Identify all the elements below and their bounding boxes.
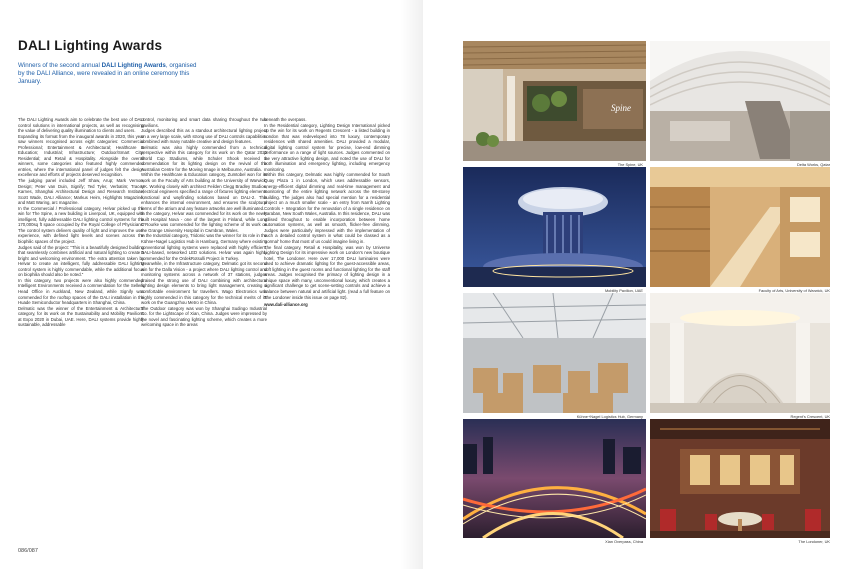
website-link[interactable]: www.dali-alliance.org — [264, 302, 308, 308]
paragraph: Expanding its format from the inaugural awards in 2020, this year saw winners recognised across eight categories: Commercial Professional; Entertainment & Architectural; Healthcare & Education; Industrial; Infrastructure; Outdoor/Smart City; Residential; and Retail & Hospitality. Alongside the overall winners, some categories also featured highly commended entries, where the international panel of judges felt the design excellence and efforts of projects deserved recognition. — [18, 133, 144, 178]
body-column-1 — [18, 117, 144, 328]
paragraph: In the Residential category, Lighting Design International picked up the win for its work on Regents Crescent - a listed building in London that was redeveloped into 78 luxury, contemporary residences with shared amenities. DALI provided a modular, digital lighting control system for precise, low-end dimming performance on a range of light sources. Judges commented on the very attractive lighting design, and noted the use of DALI for both illumination and emergency lighting, including emergency monitoring. — [264, 122, 390, 172]
svg-text:Spine: Spine — [611, 103, 631, 113]
photo-xian-overpass — [463, 419, 646, 538]
photo-delta-works — [650, 41, 830, 161]
photo-caption: Delta Works, Qatar — [796, 162, 830, 167]
photo-logistics-hub — [463, 293, 646, 413]
photo-regents-crescent — [650, 293, 830, 413]
photo-caption: Mobility Pavilion, UAE — [604, 288, 643, 293]
paragraph: Delmatic was the winner of the Entertainment & Architectural category, for its work on the Sustainability and Mobility Pavilions at Expo 2020 in Dubai, UAE. Here, DALI systems provide highly sustainable, addressable — [18, 305, 144, 328]
paragraph: In this category, two projects were also highly commended: Intelligent Environments received a commendation for the Sellers Head Office in Auckland, New Zealand, while Signify was commended for the rooftop spaces of the DALI installation in the Huade Semiconductor headquarters in Shanghai, China. — [18, 277, 144, 306]
paragraph: Within the Healthcare & Education category, Zumtobel won for its work on the Faculty of Arts building at the University of Warwick, UK. Working closely with architect Feilden Clegg Bradley Studios, electrical engineers specified a range of fixtures lighting elements functional and wayfinding solutions based on DALI-2. This enhances the internal environment, and ensures the sculptural forms of the atrium and any feature artworks are well illuminated. — [141, 172, 267, 211]
intro-text-start: Winners of the second annual — [18, 62, 102, 69]
photo-caption: Faculty of Arts, University of Warwick, UK — [758, 288, 830, 293]
paragraph: beneath the overpass. — [264, 117, 307, 122]
body-column-3 — [264, 117, 390, 308]
article-intro — [18, 62, 200, 87]
paragraph: In the Industrial category, Tridonic was the winner for its role in the Kühne+Nagel Logistics Hub in Hamburg, Germany where existing conventional lighting systems were replaced with highly efficient, DALI-based, networked LED solutions. Helvar was again highly commended for the OrdekRotsulli Project in Turkey. — [141, 233, 267, 261]
paragraph: control, monitoring and smart data sharing throughout the two pavilions. — [141, 117, 267, 128]
photo-mobility-pavilion — [463, 167, 646, 287]
paragraph: The DALI Lighting Awards aim to celebrate the best use of DALI control solutions in international projects, as well as recognising the value of delivering quality illumination to clients and users. — [18, 117, 144, 134]
intro-text-end: , organised by the DALI Alliance, were revealed in an online ceremony this January. — [18, 62, 197, 86]
paragraph: The judging panel included Jeff Shaw, Arup; Mark Vernon, Design; Peter van Duin, Signify; Ted Tyler, Verbatim; Tracey Karnes, Shanghai Architectural Design and Research Institute; Scott Wade, DALI Alliance; Markus Heim, Highlights Magazine; and Matt Waring, arc magazine. — [18, 178, 144, 206]
photo-caption: The Spine, UK — [617, 162, 643, 167]
photo-caption: Xian Overpass, China — [605, 539, 643, 544]
intro-awards-name: DALI Lighting Awards — [101, 62, 166, 69]
paragraph: Within this category, Delmatic was highly commended for South Quay Plaza 1 in London, which uses addressable sensors, energy-efficient digital dimming and real-time management and monitoring of the entire lighting network across the 68-storey building. The judges also had special mention for a residential project on a much smaller scale - an entry from Narrih Lighting Controls + Integration for the renovation of a single residence on Karaban, New South Wales, Australia. In this residence, DALI was utilised throughout to enable incorporation between home automation systems, as well as smooth, flicker-free dimming. Judges were particularly impressed with the implementation of such a detailed control system in what could be classed as a 'normal' home that most of us could imagine living in. — [264, 172, 390, 245]
photo-the-spine — [463, 41, 646, 161]
paragraph: Meanwhile, in the Infrastructure category, Delmatic got its second win for the Dalla Vision - a project where DALI lighting control and monitoring systems across a network of 37 stations, judges praised the strong use of DALI combining with architectural lighting design elements to bring light management, creating a comfortable environment for travellers. Wago Electronics was highly commended in this category for the technical merits of its work on the Guangzhou Metro in China. — [141, 261, 267, 306]
paragraph: The Outdoor category was won by Shanghai Sudingo Industrial Co. for the Lightscape of Xian, China. Judges were impressed by the novel and fascinating lighting scheme, which creates a more welcoming space in the areas — [141, 305, 267, 328]
photo-faculty-of-arts — [650, 167, 830, 287]
paragraph: In the category, Helvar was commended for its work on the newly built Hospital Nova - one of the largest in Finland, while Long O'Rourke was commended for the lighting scheme of its work on the Grange University Hospital in Cwmbran, Wales. — [141, 211, 267, 233]
photo-caption: The Londoner, UK — [798, 539, 830, 544]
photo-caption: Regent's Crescent, UK — [790, 414, 830, 419]
photo-the-londoner — [650, 419, 830, 538]
photo-caption: Kühne+Nagel Logistics Hub, Germany — [576, 414, 643, 419]
page-number: 086/087 — [18, 548, 38, 554]
paragraph: Judges said of the project: "This is a beautifully designed building that seamlessly combines artificial and natural lighting to create a bright and welcoming environment. The extra attention taken by Helvar to create an intelligent, fully addressable DALI lighting control system is highly commendable, while the additional focus on biophilia should also be noted." — [18, 244, 144, 278]
paragraph: Judges described this as a standout architectural lighting project on a very large scale, with strong use of DALI controls capabilities combined with many notable creative and design features. — [141, 128, 267, 145]
body-column-2 — [141, 117, 267, 328]
paragraph: The final category, Retail & Hospitality, was won by Universe Lighting Design for its impressive work on London's new boutique hotel, The Londoner. Here over 17,000 DALI luminaires were used to achieve dramatic lighting for the guest-accessible areas, soft lighting in the guest rooms and functional lighting for the staff areas. Judges recognised the primacy of lighting design in a unique space with many, unconventional luxury, which creates a significant challenge to get scene-setting controls and achieve a balance between natural and artificial light. (read a full feature on The Londoner inside this issue on page 82). — [264, 244, 390, 300]
article-title: DALI Lighting Awards — [18, 38, 163, 53]
paragraph: In the Commercial / Professional category, Helvar picked up the win for The Spine, a new building in Liverpool, UK, equipped with intelligent, fully addressable DALI lighting control systems for the 170,000sq ft space occupied by the Royal College of Physicians. The control system delivers quality of light and improves the user experience, with defined light levels and scenes across the biophilic spaces of the project. — [18, 205, 144, 245]
paragraph: Delmatic was also highly commended from a technical perspective within this category for its work on the Qatar 2022 World Cup Stadiums, while Schuler Shook received a commendation for its lighting design on the revival of the Australian Centre for the Moving Image in Melbourne, Australia. — [141, 144, 267, 172]
